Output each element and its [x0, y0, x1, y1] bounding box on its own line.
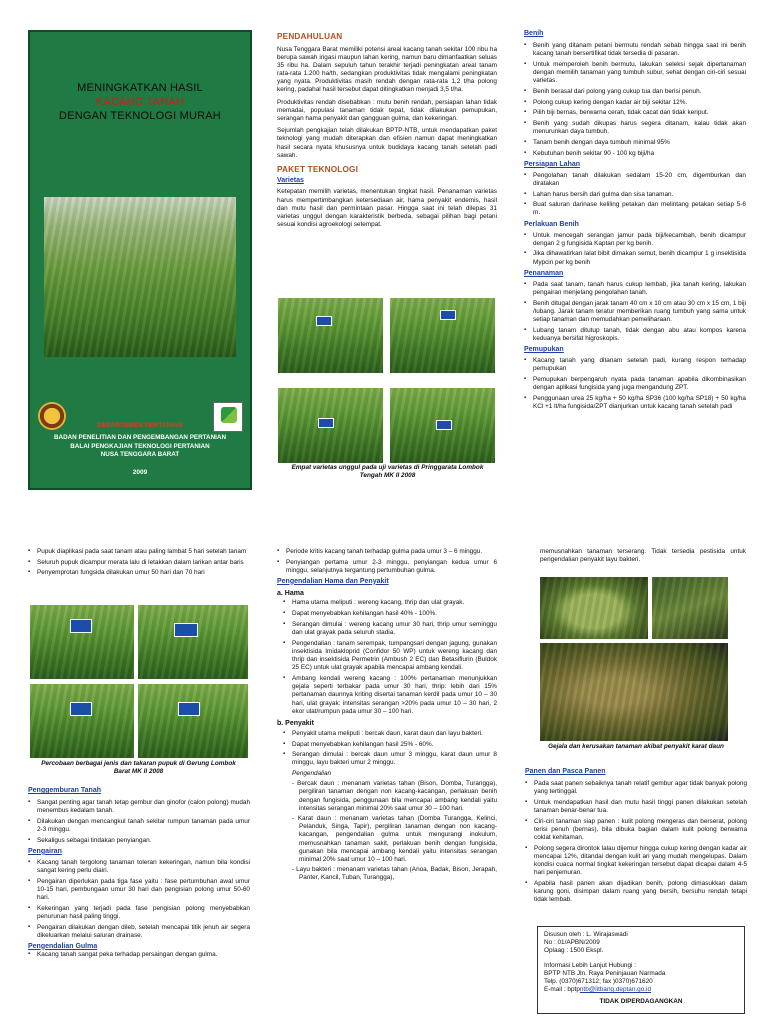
perlakuan-list	[524, 232, 746, 267]
email-line	[544, 986, 738, 994]
cover-title-line3: DENGAN TEKNOLOGI MURAH	[59, 109, 221, 122]
variety-photo-3	[278, 388, 383, 463]
pendahuluan-heading: PENDAHULUAN	[277, 32, 343, 41]
leaf-rust-photo-1	[540, 577, 648, 639]
not-for-sale-label: TIDAK DIPERDAGANGKAN	[599, 998, 683, 1006]
list-item: ▪ Benih berasal dari polong yang cukup tua dan berisi penuh.	[524, 88, 746, 96]
list-item: ▪ Dapat menyebabkan kehilangan hasil 25% - 60%.	[283, 741, 497, 749]
fertilizer-caption: Percobaan berbagai jenis dan takaran pupuk di Gerung Lombok Barat MK II 2008	[41, 760, 236, 776]
hama-list	[277, 599, 497, 715]
list-item: ▪ Penyiangan pertama umur 2-3 minggu, penyiangan kedua umur 6 minggu, selanjutnya tergantung pertumbuhan gulma.	[277, 559, 497, 575]
list-item: ▪ Untuk mendapatkan hasil dan mutu hasil tinggi panen dilakukan setelah tanaman benar-benar tua.	[525, 799, 747, 815]
list-item: ▪ Benih yang sudah dikupas harus segera ditanam, kalau tidak akan menurunkan daya tumbuh.	[524, 120, 746, 136]
intro-paragraph-3: Sejumlah pengkajian telah dilakukan BPTP-NTB, untuk mendapatkan paket teknologi yang mudah diterapkan dan efisien namun dapat meningkatkan hasil secara nyata khususnya untuk budidaya kacang tanah setelah padi sawah.	[277, 127, 497, 159]
variety-caption: Empat varietas unggul pada uji varietas di Pringgarata Lombok Tengah MK II 2008	[291, 464, 484, 480]
benih-list	[524, 42, 746, 158]
pemupukan-list	[524, 357, 746, 411]
list-item: ▪ Seluruh pupuk dicampur merata lalu di letakkan dalam larikan antar baris	[28, 559, 250, 567]
email-link[interactable]: ntb@litbang.deptan.go.id	[579, 986, 652, 994]
hama-heading: a. Hama	[277, 589, 304, 597]
pengairan-heading: Pengairan	[28, 847, 62, 855]
pemupukan-heading: Pemupukan	[524, 346, 564, 354]
persiapan-list	[524, 172, 746, 218]
column-hama	[277, 548, 497, 883]
list-item: ▪ Buat saluran darinase keliling petakan dan melintang petakan setiap 5-6 m.	[524, 201, 746, 217]
list-item: ▪ Untuk memperoleh benih bermutu, lakukan seleksi sejak dipertanaman dengan memilih tanaman yang tumbuh subur, sehat dengan ciri-ciri sesuai varietas.	[524, 61, 746, 86]
list-item: ▪ Apabila hasil panen akan dijadikan benih, polong dimasukkan dalam karung goni, disimpan dalam ruang yang bersih, bersuhu rendah tetapi tidak lembab.	[525, 880, 747, 905]
cover-year: 2009	[132, 469, 148, 476]
variety-photo-2	[390, 298, 495, 373]
list-item: ▪ Pengairan dilakukan dengan dileb, setelah mencapai titik jenuh air segera dikeluarkan melalui saluran drainase.	[28, 924, 250, 940]
author-line: Disusun oleh : L. Wirajaswadi	[544, 931, 628, 938]
panen-heading: Panen dan Pasca Panen	[525, 768, 606, 775]
list-item: ▪ Benih ditugal dengan jarak tanam 40 cm x 10 cm atau 30 cm x 15 cm, 1 biji /lubang. Jarak tanam teratur memberikan ruang tumbuh yang sama untuk setiap tanaman dan memudahkan pemeliharaan.	[524, 300, 746, 325]
list-item: ▪ Dapat menyebabkan kehilangan hasil 40% - 100%.	[283, 610, 497, 618]
list-item: ▪ Penggunaan urea 25 kg/ha + 50 kg/ha SP36 (100 kg/ha SP18) + 50 kg/ha KCl +1 lt/ha fungisida/ZPT dianjurkan untuk kacang tanah setelah padi	[524, 395, 746, 411]
intro-paragraph-2: Produktivitas rendah disebabkan : mutu benih rendah, persiapan lahan tidak memadai, populasi tanaman tidak tepat, tidak dilakukan pemupukan, serangan hama penyakit dan gangguan gulma, dan kekeringan.	[277, 98, 497, 122]
list-item: ▪ Kacang tanah sangat peka terhadap persaingan dengan gulma.	[28, 951, 250, 959]
fertilizer-photo-2	[138, 605, 248, 679]
hama-penyakit-heading: Pengendalian Hama dan Penyakit	[277, 577, 389, 585]
fertilizer-photo-4	[138, 684, 248, 758]
list-item: ▪ Sekaligus sebagai tindakan penyiangan.	[28, 837, 250, 845]
leaf-rust-caption: Gejala dan kerusakan tanaman akibat penyakit karat daun	[548, 743, 724, 750]
list-item: ▪ Kekeringan yang terjadi pada fase pengisian polong menyebabkan penurunan hasil paling tinggi.	[28, 905, 250, 921]
gulma-list	[28, 951, 250, 959]
list-item: ▪ Untuk mencegah serangan jamur pada biji/kecambah, benih dicampur dengan 2 g fungisida Kaptan per kg benih.	[524, 232, 746, 248]
leaf-rust-photo-3	[540, 643, 728, 741]
perlakuan-heading: Perlakuan Benih	[524, 220, 579, 228]
list-item: ▪ Jika dihawatirkan lalat bibit dimakan semut, benih dicampur 1 g insektisida Mypcin per kg benih	[524, 250, 746, 266]
column-benih	[524, 30, 746, 414]
paket-heading: PAKET TEKNOLOGI	[277, 164, 359, 174]
list-item: ▪ Pilih biji bernas, berwarna cerah, tidak cacat dan tidak keriput.	[524, 109, 746, 117]
pupuk-list	[28, 548, 250, 578]
contact-heading: Informasi Lebih Lanjut Hubungi :	[544, 961, 637, 969]
list-item: ▪ Benih yang ditanam petani bermutu rendah sebab hingga saat ini benih kacang tanah bersertifikat tidak tersedia di pasaran.	[524, 42, 746, 58]
cover-agency	[30, 434, 250, 460]
list-item: - Karat daun : menanam varietas tahan (Domba Turangga, Kelinci, Pelanduk, Singa, Tapir), pergiliran tanaman dengan non kacang-kacangan, pengendalian gulma untuk mengurangi inokulum, memusnahkan tanaman sakit, perlakuan benih dengan fungisida, gunakan bila mencapai ambang kendali yaitu intensitas serangan minimal 20% saat umur 10 – 100 hari.	[292, 815, 497, 863]
gulma-heading: Pengendalian Gulma	[28, 942, 98, 950]
list-item: ▪ Lubang tanam ditutup tanah, tidak dengan abu atau kompos karena keduanya bersifat higroskopis.	[524, 327, 746, 343]
column-panen	[540, 548, 746, 564]
column-pupuk	[28, 548, 250, 580]
layu-continuation: memusnahkan tanaman terserang. Tidak tersedia pestisida untuk pengendalian penyakit layu bakteri.	[540, 548, 746, 564]
penanaman-list	[524, 281, 746, 343]
list-item: ▪ Sangat penting agar tanah tetap gembur dan ginofor (calon polong) mudah menembus kedalam tanah.	[28, 799, 250, 815]
list-item: ▪ Polong segera dirontok lalau dijemur hingga cukup kering dengan kadar air mencapai 12%, ditandai dengan kulit ari yang mudah mengelupas. Dalam kondisi cuaca normal tingkat kekeringan tersebut dapat dicapai dalam 4-5 hari penjemuran.	[525, 845, 747, 878]
list-item: ▪ Serangan dimulai : bercak daun umur 3 minggu, karat daun umur 8 minggu, layu bakteri umur 2 minggu.	[283, 751, 497, 767]
cover-panel	[28, 30, 252, 490]
cover-department: DEPARTEMEN PERTANIAN	[97, 422, 183, 429]
benih-heading: Benih	[524, 30, 544, 37]
cover-title-line2: KACANG TANAH	[95, 95, 185, 108]
column-pupuk-lower	[28, 787, 250, 962]
address-line: BPTP NTB Jln. Raya Peninjauan Narmada	[544, 969, 666, 977]
agency-line3: NUSA TENGGARA BARAT	[100, 451, 180, 458]
leaf-rust-photo-2	[652, 577, 728, 639]
cover-title-line1: MENINGKATKAN HASIL	[77, 82, 203, 94]
list-item: ▪ Pengendalian : tanam serempak, tumpangsari dengan jagung, gunakan insektisida Imidakloprid (Confidor 50 WP) untuk wereng kacang dan thrip dan insektisida Permetrin (Ambush 2 EC) dan Betasiflurin (Buldok 25 EC) untuk ulat grayak apabila mencapai ambang kendali.	[283, 640, 497, 673]
agency-line1: BADAN PENELITIAN DAN PENGEMBANGAN PERTANIAN	[53, 434, 226, 441]
varietas-heading: Varietas	[277, 177, 304, 185]
list-item: ▪ Lahan harus bersih dari gulma dan sisa tanaman.	[524, 191, 746, 199]
penyakit-heading: b. Penyakit	[277, 719, 314, 727]
agency-line2: BALAI PENGKAJIAN TEKNOLOGI PERTANIAN	[70, 442, 210, 450]
penyakit-list	[277, 730, 497, 768]
cover-title	[30, 82, 250, 123]
penggemburan-heading: Penggemburan Tanah	[28, 787, 101, 794]
list-item: ▪ Pemupukan berpengaruh nyata pada tanaman apabila dikombinasikan dengan aplikasi fungisida yang juga mengandung ZPT.	[524, 376, 746, 392]
list-item: ▪ Ambang kendali wereng kacang : 100% pertanaman menunjukkan gejala seperti terbakar pada umur 30 hari, thrip: lebih dari 15% pertanaman daunnya kriting disertai tanaman kerdil pada umur 10 – 30 hari, ulat grayak: intensitas serangan >20% pada umur 10 – 30 hari, 2 ekor ulat/rumpun pada umur 30 – 100 hari.	[283, 675, 497, 716]
variety-photo-4	[390, 388, 495, 463]
email-label: E-mail : bptp	[544, 986, 580, 994]
penanaman-heading: Penanaman	[524, 269, 564, 277]
list-item: ▪ Dilakukan dengan mencangkul tanah sekitar rumpun tanaman pada umur 2-3 minggu.	[28, 818, 250, 834]
list-item: ▪ Kebutuhan benih sekitar 90 - 100 kg biji/ha	[524, 150, 746, 158]
fertilizer-photo-1	[30, 605, 134, 679]
pengendalian-list	[277, 780, 497, 882]
list-item: - Layu bakteri : menanam varietas tahan (Anoa, Badak, Bison, Jerapah, Panter, Kancil, Tuban, Turangga),	[292, 866, 498, 882]
list-item: ▪ Hama utama meliputi : wereng kacang, thrip dan ulat grayak.	[283, 599, 497, 607]
number-line: No : 01/APBN/2009	[544, 939, 600, 947]
phone-line: Telp. (0370)671312; fax )0370)671620	[544, 977, 653, 985]
panen-list	[525, 780, 747, 905]
list-item: ▪ Tanam benih dengan daya tumbuh minimal 95%	[524, 139, 746, 147]
intro-paragraph-1: Nusa Tenggara Barat memiliki potensi areal kacang tanah sekitar 100 ribu ha berupa sawah irigasi maupun lahan kering, namun baru dimanfaatkan seluas 35 ribu ha. Dalam sepuluh tahun terakhir terjadi peningkatan areal tanam rata-rata 1.200 ha/th, sedangkan produktivitas tidak mengalami peningkatan yang nyata. Produktivitas masih rendah dengan rata-rata 1,2 t/ha polong kering, padahal hasil tersebut dapat ditingkatkan menjadi 3,5 t/ha.	[277, 45, 497, 94]
list-item: ▪ Periode kritis kacang tanah terhadap gulma pada umur 3 – 6 minggu.	[277, 548, 497, 556]
list-item: ▪ Kacang tanah tergolong tanaman toleran kekeringan, namun bila kondisi sangat kering perlu diairi.	[28, 859, 250, 875]
list-item: ▪ Pupuk diaplikasi pada saat tanam atau paling lambat 5 hari setelah tanam	[28, 548, 250, 556]
list-item: ▪ Penyakit utama meliputi : bercak daun, karat daun dan layu bakteri.	[283, 730, 497, 738]
column-panen-lower	[525, 768, 747, 907]
penggemburan-list	[28, 799, 250, 845]
list-item: ▪ Penyemprotan fungsida dilakukan umur 50 hari dan 70 hari	[28, 569, 250, 577]
list-item: ▪ Serangan dimulai : wereng kacang umur 30 hari, thrip umur seminggu dan ulat grayak pada seluruh stadia.	[283, 621, 497, 637]
list-item: ▪ Pengairan diperlukan pada tiga fase yaitu : fase pertumbuhan awal umur 10-15 hari, pembungaan umur 30 hari dan pengisian polong umur 50-60 hari.	[28, 878, 250, 903]
list-item: ▪ Kacang tanah yang ditanam setelah padi, kurang respon terhadap pemupukan	[524, 357, 746, 373]
cover-photo	[44, 197, 236, 357]
varietas-paragraph: Ketepatan memilih varietas, menentukan tingkat hasil. Penanaman varietas harus mempertimbangkan ketersediaan air, hama penyakit endemis, hasil dan mutu hasil dan permintaan pasar. Hingga saat ini telah dilepas 31 varietas unggul dengan karakteristik berbeda, sebagai pilihan bagi petani sesuai kondisi agroekologi setempat.	[277, 188, 497, 229]
list-item: ▪ Pengolahan tanah dilakukan sedalam 15-20 cm, digemburkan dan diratakan	[524, 172, 746, 188]
list-item: ▪ Pada saat tanam, tanah harus cukup lembab, jika tanah kering, lakukan pengairan menjelang pengolahan tanah.	[524, 281, 746, 297]
publication-info-box	[537, 926, 745, 1014]
list-item: ▪ Polong cukup kering dengan kadar air biji sekitar 12%.	[524, 99, 746, 107]
list-item: ▪ Pada saat panen sebaiknya tanah relatif gembur agar tidak banyak polong yang tertinggal.	[525, 780, 747, 796]
variety-photo-1	[278, 298, 383, 373]
gulma-periode-list	[277, 548, 497, 575]
column-introduction	[277, 32, 497, 229]
persiapan-heading: Persiapan Lahan	[524, 160, 581, 168]
list-item: - Bercak daun : menanam varietas tahan (Bison, Domba, Turangga), pergiliran tanaman dengan non kacang-kacangan, perlakuan benih dengan fungisida, penggunaan bila mencapai ambang kendali yaitu intensitas serangan minimal 20% saat umur 30 – 100 hari.	[292, 780, 498, 812]
pengendalian-label: Pengendalian	[292, 770, 332, 778]
list-item: ▪ Ciri-ciri tanaman siap panen : kulit polong mengeras dan berserat, polong terisi penuh (bernas), bila dibuka bagian dalam kulit polong berwarna coklat kehitaman.	[525, 818, 747, 843]
fertilizer-photo-3	[30, 684, 134, 758]
pengairan-list	[28, 859, 250, 940]
oplaag-line: Oplaag : 1500 Ekspl.	[544, 947, 604, 955]
